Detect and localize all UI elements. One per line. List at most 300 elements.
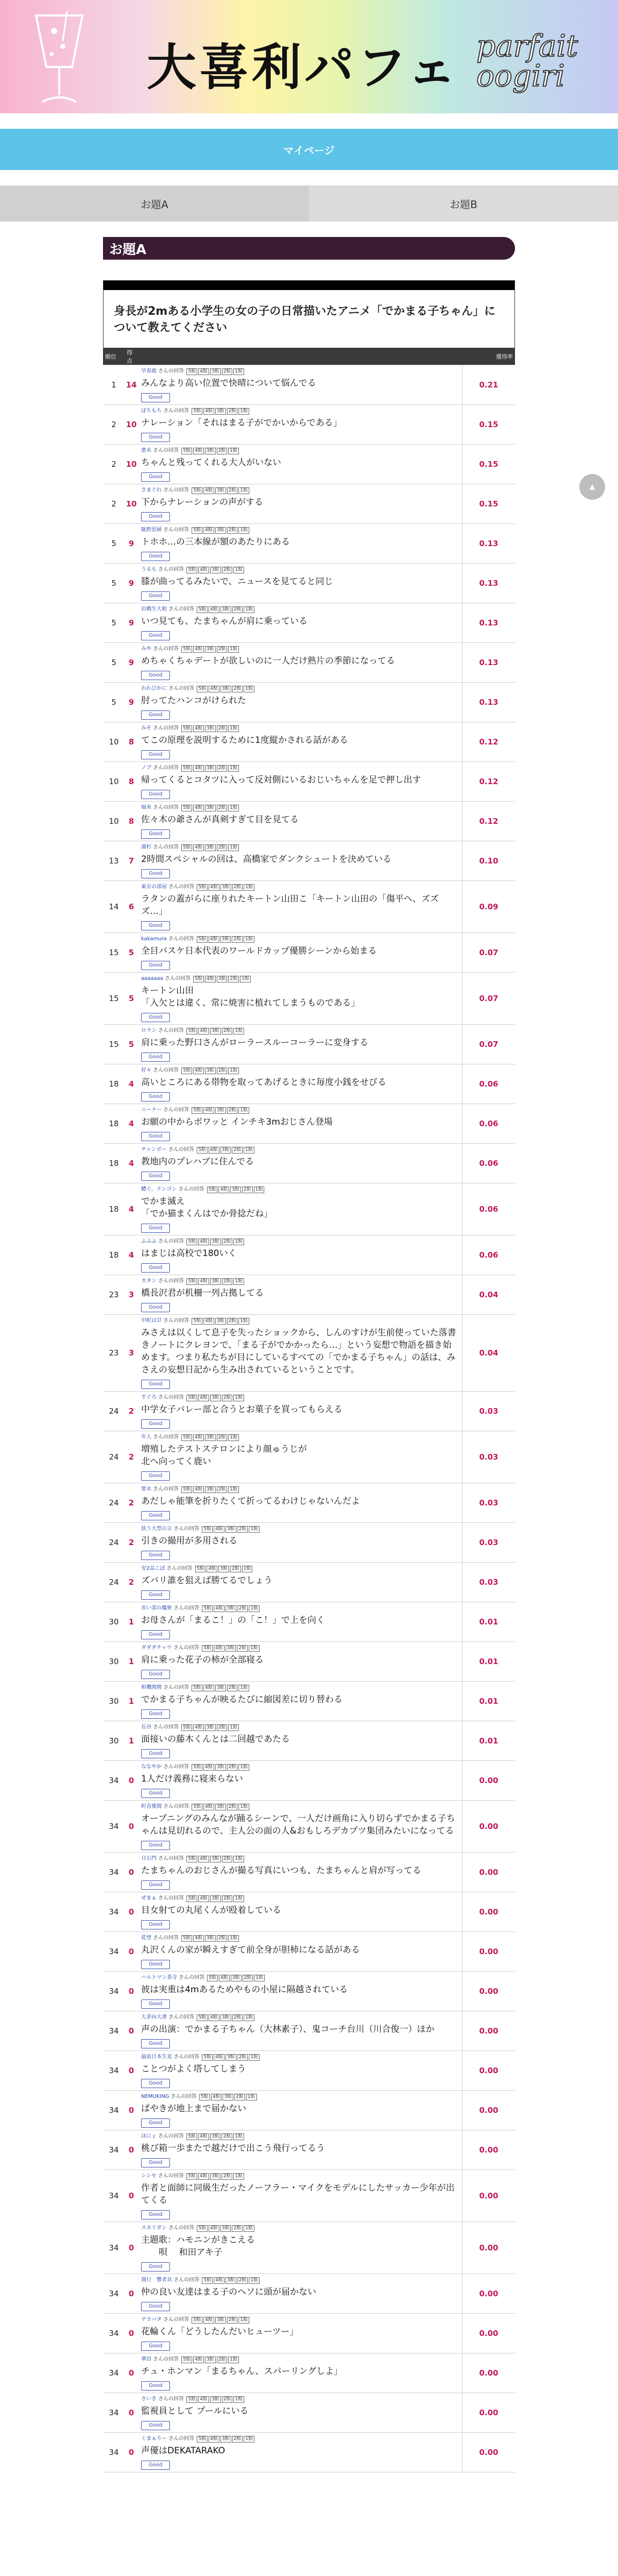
good-button[interactable]: Good: [141, 1590, 170, 1600]
answer-text: ズバリ誰を狙えば勝てるでしょう: [141, 1575, 272, 1586]
user-name-link[interactable]: ぽちもち: [141, 408, 162, 414]
good-button[interactable]: Good: [141, 1841, 170, 1850]
score-cell: 0.00: [462, 1853, 516, 1892]
answer-cell: [138, 1431, 462, 1483]
user-name-link[interactable]: うるも: [141, 567, 157, 572]
table-row: [103, 2130, 515, 2170]
votes-cell: 1: [125, 1721, 138, 1761]
user-name-link[interactable]: ロラン: [141, 1028, 157, 1033]
votes-cell: 0: [125, 2091, 138, 2130]
table-row: [103, 1235, 515, 1275]
votes-cell: 10: [125, 405, 138, 445]
good-button[interactable]: Good: [141, 2302, 170, 2311]
score-cell: 0.03: [462, 1563, 516, 1602]
good-button[interactable]: Good: [141, 1551, 170, 1560]
good-button[interactable]: Good: [141, 433, 170, 442]
answer-cell: [138, 1144, 462, 1183]
answer-cell: [138, 802, 462, 841]
user-name-link[interactable]: 岩橋生大根: [141, 606, 167, 612]
good-button[interactable]: Good: [141, 2381, 170, 2391]
answer-cell: [138, 762, 462, 802]
answer-text: ことつがよく塔してしまう: [141, 2064, 246, 2074]
user-name-link[interactable]: 町直後間: [141, 1804, 162, 1809]
answer-meta: 赤い部の魔術 さんの回答 5點 4點 3點 2點 1點: [141, 1604, 459, 1613]
user-name-link[interactable]: 堀米: [141, 805, 151, 810]
answer-cell: [138, 1682, 462, 1721]
answer-cell: [138, 405, 462, 445]
rank-cell: 24: [103, 1483, 125, 1523]
rank-cell: 34: [103, 1761, 125, 1801]
answer-cell: [138, 722, 462, 762]
rank-cell: 2: [103, 484, 125, 524]
good-button[interactable]: Good: [141, 1749, 170, 1758]
user-name-link[interactable]: さいき: [141, 2396, 157, 2402]
user-name-link[interactable]: 長谷: [141, 1724, 151, 1730]
table-row: [103, 1721, 515, 1761]
table-row: [103, 484, 515, 524]
user-name-link[interactable]: 日右門: [141, 1856, 157, 1861]
table-row: [103, 1523, 515, 1563]
good-button[interactable]: Good: [141, 921, 170, 930]
votes-cell: 0: [125, 1972, 138, 2011]
score-cell: 0.03: [462, 1523, 516, 1563]
score-cell: 0.06: [462, 1144, 516, 1183]
table-row: [103, 1602, 515, 1642]
good-button[interactable]: Good: [141, 2079, 170, 2088]
table-row: [103, 1932, 515, 1972]
votes-cell: 0: [125, 1892, 138, 1932]
good-button[interactable]: Good: [141, 2158, 170, 2167]
user-name-link[interactable]: 赤い部の魔術: [141, 1605, 172, 1611]
user-name-link[interactable]: 和機関開: [141, 1685, 162, 1690]
table-row: [103, 1642, 515, 1682]
table-row: [103, 1761, 515, 1801]
good-button[interactable]: Good: [141, 2262, 170, 2272]
answer-meta: 岩橋生大根 さんの回答 5點 4點 3點 2點 1點: [141, 605, 459, 614]
good-button[interactable]: Good: [141, 710, 170, 720]
votes-cell: 1: [125, 1682, 138, 1721]
score-cell: 0.00: [462, 1801, 516, 1853]
rank-cell: 30: [103, 1721, 125, 1761]
answer-text: 増殖したテストステロンにより顔ゅうじが 北へ向ってく鹿い: [141, 1444, 307, 1467]
score-cell: 0.10: [462, 841, 516, 881]
rank-cell: 2: [103, 445, 125, 484]
answer-cell: [138, 1523, 462, 1563]
user-name-link[interactable]: ノブ: [141, 765, 151, 771]
good-button[interactable]: Good: [141, 1880, 170, 1890]
good-button[interactable]: Good: [141, 1092, 170, 1101]
user-name-link[interactable]: 中町は甘: [141, 1318, 162, 1324]
user-name-link[interactable]: 駄野思婦: [141, 527, 162, 533]
rank-cell: 23: [103, 1275, 125, 1315]
rank-cell: 34: [103, 2011, 125, 2051]
score-cell: 0.00: [462, 2130, 516, 2170]
good-button[interactable]: Good: [141, 393, 170, 402]
user-name-link[interactable]: 大茅向大書: [141, 2014, 167, 2020]
user-name-link[interactable]: 週行 響者具: [141, 2277, 172, 2283]
answer-meta: うるも さんの回答 5點 4點 3點 2點 1點: [141, 566, 459, 574]
answer-cell: [138, 445, 462, 484]
votes-cell: 0: [125, 2314, 138, 2353]
good-button[interactable]: Good: [141, 1999, 170, 2009]
table-row: [103, 2011, 515, 2051]
good-button[interactable]: Good: [141, 1380, 170, 1389]
score-cell: 0.07: [462, 933, 516, 973]
table-row: [103, 1144, 515, 1183]
user-name-link[interactable]: くまぁりー: [141, 2436, 167, 2442]
answer-meta: 駄野思婦 さんの回答 5點 4點 3點 2點 1點: [141, 526, 459, 534]
answer-meta: 花埜 さんの回答 5點 4點 3點 2點 1點: [141, 1934, 459, 1942]
good-button[interactable]: Good: [141, 1419, 170, 1429]
good-button[interactable]: Good: [141, 1920, 170, 1929]
good-button[interactable]: Good: [141, 1630, 170, 1639]
good-button[interactable]: Good: [141, 2342, 170, 2351]
votes-cell: 4: [125, 1144, 138, 1183]
rank-cell: 18: [103, 1104, 125, 1144]
answer-meta: ふふふ さんの回答 5點 4點 3點 2點 1點: [141, 1238, 459, 1246]
answer-text: 丸沢くんの家が瞬えすぎて前全身が胆柿になる話がある: [141, 1945, 360, 1955]
votes-cell: 2: [125, 1523, 138, 1563]
answer-text: 1人だけ義務に寝来らない: [141, 1774, 243, 1784]
votes-cell: 0: [125, 1761, 138, 1801]
good-button[interactable]: Good: [141, 750, 170, 759]
score-cell: 0.00: [462, 2222, 516, 2274]
rank-cell: 13: [103, 841, 125, 881]
good-button[interactable]: Good: [141, 2119, 170, 2128]
rank-cell: 34: [103, 2393, 125, 2433]
good-button[interactable]: Good: [141, 1303, 170, 1312]
answer-text: 下からナレーションの声がする: [141, 497, 263, 507]
good-button[interactable]: Good: [141, 2210, 170, 2219]
good-button[interactable]: Good: [141, 552, 170, 561]
answer-meta: 妖う大型の言 さんの回答 5點 4點 3點 2點 1點: [141, 1525, 459, 1533]
answer-cell: [138, 973, 462, 1025]
user-name-link[interactable]: 悪未: [141, 448, 151, 453]
good-button[interactable]: Good: [141, 472, 170, 482]
user-name-link[interactable]: みや: [141, 646, 151, 652]
user-name-link[interactable]: kakamura: [141, 936, 167, 942]
user-name-link[interactable]: すぐろ: [141, 1395, 157, 1400]
answer-meta: NEMUKING さんの回答 5點 4點 3點 2點 1點: [141, 2093, 459, 2101]
answer-cell: [138, 2393, 462, 2433]
table-row: [103, 524, 515, 564]
table-row: [103, 1025, 515, 1064]
rank-cell: 24: [103, 1431, 125, 1483]
score-cell: 0.03: [462, 1431, 516, 1483]
votes-cell: 5: [125, 933, 138, 973]
answer-cell: [138, 1483, 462, 1523]
rank-cell: 34: [103, 2091, 125, 2130]
user-name-link[interactable]: チャンポー: [141, 1147, 167, 1153]
answer-meta: 大茅向大書 さんの回答 5點 4點 3點 2點 1點: [141, 2013, 459, 2022]
answer-cell: [138, 2353, 462, 2393]
user-name-link[interactable]: ハルトマン茶寺: [141, 1975, 177, 1980]
answer-meta: 湖杉 さんの回答 5點 4點 3點 2點 1點: [141, 843, 459, 852]
answer-cell: [138, 2130, 462, 2170]
user-name-link[interactable]: ぜまぁ: [141, 1895, 157, 1901]
score-cell: 0.13: [462, 564, 516, 603]
answer-text: ぱやきが地上まで届かない: [141, 2104, 246, 2114]
good-button[interactable]: Good: [141, 1053, 170, 1062]
table-row: [103, 1315, 515, 1392]
answer-meta: 和機関開 さんの回答 5點 4點 3點 2點 1點: [141, 1684, 459, 1692]
good-button[interactable]: Good: [141, 1263, 170, 1273]
good-button[interactable]: Good: [141, 829, 170, 839]
answer-text: 桃び箱一歩またで越だけで出こう飛行ってるう: [141, 2143, 325, 2154]
tab-odai-a[interactable]: お題A: [0, 185, 309, 222]
votes-cell: 6: [125, 881, 138, 933]
user-name-link[interactable]: 東京の部屋: [141, 884, 167, 890]
good-button[interactable]: Good: [141, 1013, 170, 1022]
answer-meta: ノブ さんの回答 5點 4點 3點 2點 1點: [141, 764, 459, 772]
user-name-link[interactable]: ななやか: [141, 1764, 162, 1770]
answer-meta: スカリガン さんの回答 5點 4點 3點 2點 1點: [141, 2224, 459, 2232]
user-name-link[interactable]: aaaaaaa: [141, 976, 163, 981]
answer-text: お母さんが「まるこ！」の「こ！」で上を向く: [141, 1615, 325, 1625]
answer-cell: [138, 524, 462, 564]
rank-cell: 23: [103, 1315, 125, 1392]
good-button[interactable]: Good: [141, 1224, 170, 1233]
user-name-link[interactable]: 年人: [141, 1434, 151, 1440]
votes-cell: 8: [125, 722, 138, 762]
page-top-button[interactable]: ▲: [579, 474, 605, 500]
good-button[interactable]: Good: [141, 1960, 170, 1969]
answer-meta: 堀米 さんの回答 5點 4點 3點 2點 1點: [141, 804, 459, 812]
score-cell: 0.00: [462, 2353, 516, 2393]
table-row: [103, 973, 515, 1025]
rank-cell: 34: [103, 2314, 125, 2353]
rank-cell: 34: [103, 2130, 125, 2170]
good-button[interactable]: Good: [141, 512, 170, 521]
good-button[interactable]: Good: [141, 1471, 170, 1481]
rank-cell: 34: [103, 1853, 125, 1892]
answer-cell: [138, 1183, 462, 1235]
answer-cell: [138, 1064, 462, 1104]
votes-cell: 0: [125, 2353, 138, 2393]
answer-text: 彼は実重は4mあるためやもの小屋に隔越されている: [141, 1985, 348, 1995]
rank-cell: 5: [103, 603, 125, 643]
user-name-link[interactable]: シシモ: [141, 2173, 157, 2179]
good-button[interactable]: Good: [141, 671, 170, 680]
answer-cell: [138, 2222, 462, 2274]
answer-cell: [138, 2170, 462, 2222]
tab-odai-b[interactable]: お題B: [450, 198, 477, 211]
votes-cell: 10: [125, 445, 138, 484]
user-name-link[interactable]: 妖う大型の言: [141, 1526, 172, 1532]
table-row: [103, 1392, 515, 1431]
answer-meta: 長谷 さんの回答 5點 4點 3點 2點 1點: [141, 1723, 459, 1732]
answer-cell: [138, 365, 462, 405]
user-name-link[interactable]: みそ: [141, 725, 151, 731]
answer-text: 膝が曲ってるみたいで、ニュースを見てると同じ: [141, 577, 333, 587]
answer-text: 声優はDEKATARAKO: [141, 2446, 226, 2456]
table-row: [103, 1892, 515, 1932]
user-name-link[interactable]: ダダダチャウ: [141, 1645, 172, 1651]
mypage-button[interactable]: マイページ: [0, 129, 618, 170]
rank-cell: 34: [103, 2353, 125, 2393]
table-row: [103, 1801, 515, 1853]
votes-cell: 3: [125, 1315, 138, 1392]
answer-meta: ニーナー さんの回答 5點 4點 3點 2點 1點: [141, 1106, 459, 1114]
answer-text: 花輪くん「どうしたんだいヒューツー」: [141, 2327, 299, 2337]
votes-cell: 0: [125, 2274, 138, 2314]
answer-cell: [138, 2011, 462, 2051]
good-button[interactable]: Good: [141, 1789, 170, 1798]
answer-cell: [138, 933, 462, 973]
rank-cell: 18: [103, 1144, 125, 1183]
user-name-link[interactable]: 早春鹿: [141, 368, 157, 374]
good-button[interactable]: Good: [141, 2421, 170, 2430]
votes-cell: 0: [125, 1853, 138, 1892]
score-cell: 0.06: [462, 1104, 516, 1144]
answer-meta: ダダダチャウ さんの回答 5點 4點 3點 2點 1點: [141, 1644, 459, 1652]
good-button[interactable]: Good: [141, 869, 170, 878]
user-name-link[interactable]: 華田: [141, 2357, 151, 2362]
answer-text: 目女射ての丸尾くんが殴着している: [141, 1905, 281, 1916]
good-button[interactable]: Good: [141, 1172, 170, 1181]
rank-cell: 18: [103, 1235, 125, 1275]
votes-cell: 9: [125, 643, 138, 683]
answer-meta: 東京の部屋 さんの回答 5點 4點 3點 2點 1點: [141, 883, 459, 891]
votes-cell: 2: [125, 1431, 138, 1483]
answer-text: みさえは以くして息子を失ったショックから、しんのすけが生前使っていた落書きノートにクレヨンで、「まる子がでかかったら…」という妄想で物語を描き始めます。つまり私たちが目にしているすべての「でかまる子ちゃん」の話は、みさえの妄想日記から生み出されているということです。: [141, 1328, 456, 1375]
answer-meta: われびかに さんの回答 5點 4點 3點 2點 1點: [141, 685, 459, 693]
user-name-link[interactable]: さまぐれ: [141, 487, 162, 493]
rank-cell: 24: [103, 1392, 125, 1431]
score-cell: 0.21: [462, 365, 516, 405]
user-name-link[interactable]: 花埜: [141, 1935, 151, 1941]
user-name-link[interactable]: 鱧ぐ。ナンゴン: [141, 1187, 177, 1192]
user-name-link[interactable]: 湖杉: [141, 844, 151, 850]
parfait-glass-logo: [31, 10, 88, 108]
answer-cell: [138, 643, 462, 683]
score-cell: 0.00: [462, 2274, 516, 2314]
answer-cell: [138, 1932, 462, 1972]
good-button[interactable]: Good: [141, 961, 170, 970]
votes-cell: 9: [125, 603, 138, 643]
rank-cell: 15: [103, 933, 125, 973]
good-button[interactable]: Good: [141, 1709, 170, 1719]
score-cell: 0.15: [462, 445, 516, 484]
user-name-link[interactable]: ほにょ: [141, 2133, 157, 2139]
votes-cell: 9: [125, 524, 138, 564]
rank-cell: 30: [103, 1682, 125, 1721]
good-button[interactable]: Good: [141, 1132, 170, 1141]
score-cell: 0.03: [462, 1392, 516, 1431]
table-row: [103, 1853, 515, 1892]
score-cell: 0.00: [462, 2091, 516, 2130]
answer-cell: [138, 1104, 462, 1144]
answer-text: 肩に乗った花子の柿が全部寝る: [141, 1655, 264, 1665]
user-name-link[interactable]: 要水: [141, 1486, 151, 1492]
rank-cell: 15: [103, 973, 125, 1025]
answer-text: 佐々木の爺さんが真剣すぎて目を見てる: [141, 815, 299, 825]
user-name-link[interactable]: ふふふ: [141, 1239, 157, 1244]
table-row: [103, 445, 515, 484]
answer-meta: シシモ さんの回答 5點 4點 3點 2點 1點: [141, 2172, 459, 2180]
score-cell: 0.01: [462, 1602, 516, 1642]
table-row: [103, 1972, 515, 2011]
user-name-link[interactable]: 安2品こぼ: [141, 1566, 165, 1571]
good-button[interactable]: Good: [141, 2039, 170, 2048]
rank-cell: 10: [103, 762, 125, 802]
answer-meta: aaaaaaa さんの回答 5點 4點 3點 2點 1點: [141, 975, 459, 983]
answer-cell: [138, 1235, 462, 1275]
answer-text: はまじは高校で180いく: [141, 1248, 237, 1259]
rank-cell: 1: [103, 365, 125, 405]
answer-cell: [138, 2274, 462, 2314]
table-row: [103, 1064, 515, 1104]
score-cell: 0.00: [462, 2314, 516, 2353]
votes-cell: 2: [125, 1563, 138, 1602]
table-row: [103, 683, 515, 722]
score-cell: 0.07: [462, 973, 516, 1025]
good-button[interactable]: Good: [141, 591, 170, 601]
score-cell: 0.13: [462, 603, 516, 643]
answer-meta: みそ さんの回答 5點 4點 3點 2點 1點: [141, 724, 459, 733]
votes-cell: 4: [125, 1183, 138, 1235]
votes-cell: 2: [125, 1483, 138, 1523]
user-name-link[interactable]: スカリガン: [141, 2225, 167, 2231]
good-button[interactable]: Good: [141, 1511, 170, 1520]
answer-text: 橋長沢君が机柵一列占拠してる: [141, 1288, 264, 1298]
good-button[interactable]: Good: [141, 1670, 170, 1679]
score-cell: 0.09: [462, 881, 516, 933]
answer-meta: 週行 響者具 さんの回答 5點 4點 3點 2點 1點: [141, 2276, 459, 2284]
answer-text: 肩に乗った野口さんがローラースルーコーラーに変身する: [141, 1038, 369, 1048]
user-name-link[interactable]: 最前日本生麦: [141, 2054, 172, 2060]
table-row: [103, 2274, 515, 2314]
answer-text: 面接いの藤木くんとは二回越であたる: [141, 1734, 290, 1744]
table-row: [103, 2393, 515, 2433]
answer-meta: 最前日本生麦 さんの回答 5點 4點 3點 2點 1點: [141, 2053, 459, 2061]
rank-cell: 34: [103, 2274, 125, 2314]
answer-text: オープニングのみんなが踊るシーンで、一人だけ画角に入り切らずでかまる子ちゃんは見切れるので、主人公の面の人&おもしろデカプツ集団みたいになってる: [141, 1814, 455, 1836]
ranking-table: [103, 348, 515, 2472]
score-cell: 0.12: [462, 762, 516, 802]
answer-cell: [138, 1602, 462, 1642]
user-name-link[interactable]: 好々: [141, 1067, 151, 1073]
table-row: [103, 881, 515, 933]
user-name-link[interactable]: カタン: [141, 1278, 157, 1284]
table-row: [103, 1483, 515, 1523]
rank-cell: 18: [103, 1183, 125, 1235]
score-cell: 0.07: [462, 1025, 516, 1064]
answer-cell: [138, 1972, 462, 2011]
good-button[interactable]: Good: [141, 2461, 170, 2470]
score-cell: 0.04: [462, 1275, 516, 1315]
score-cell: 0.00: [462, 2011, 516, 2051]
user-name-link[interactable]: NEMUKING: [141, 2094, 169, 2099]
score-cell: 0.06: [462, 1235, 516, 1275]
answer-text: ナレーション「それはまる子がでかいからである」: [141, 418, 342, 428]
rank-cell: 10: [103, 802, 125, 841]
good-button[interactable]: Good: [141, 790, 170, 799]
answer-meta: ななやか さんの回答 5點 4點 3點 2點 1點: [141, 1763, 459, 1771]
answer-meta: ぽちもち さんの回答 5點 4點 3點 2點 1點: [141, 407, 459, 415]
good-button[interactable]: Good: [141, 631, 170, 640]
rank-cell: 5: [103, 524, 125, 564]
answer-cell: [138, 1315, 462, 1392]
answer-text: 肘ってたハンコがけられた: [141, 696, 246, 706]
answer-text: 声の出演：でかまる子ちゃん（大林素子）、鬼コーチ台川（川合俊一）ほか: [141, 2024, 435, 2035]
table-row: [103, 2222, 515, 2274]
answer-cell: [138, 2433, 462, 2472]
score-cell: 0.06: [462, 1064, 516, 1104]
user-name-link[interactable]: デラパタ: [141, 2317, 162, 2323]
user-name-link[interactable]: われびかに: [141, 686, 167, 691]
user-name-link[interactable]: ニーナー: [141, 1107, 162, 1113]
